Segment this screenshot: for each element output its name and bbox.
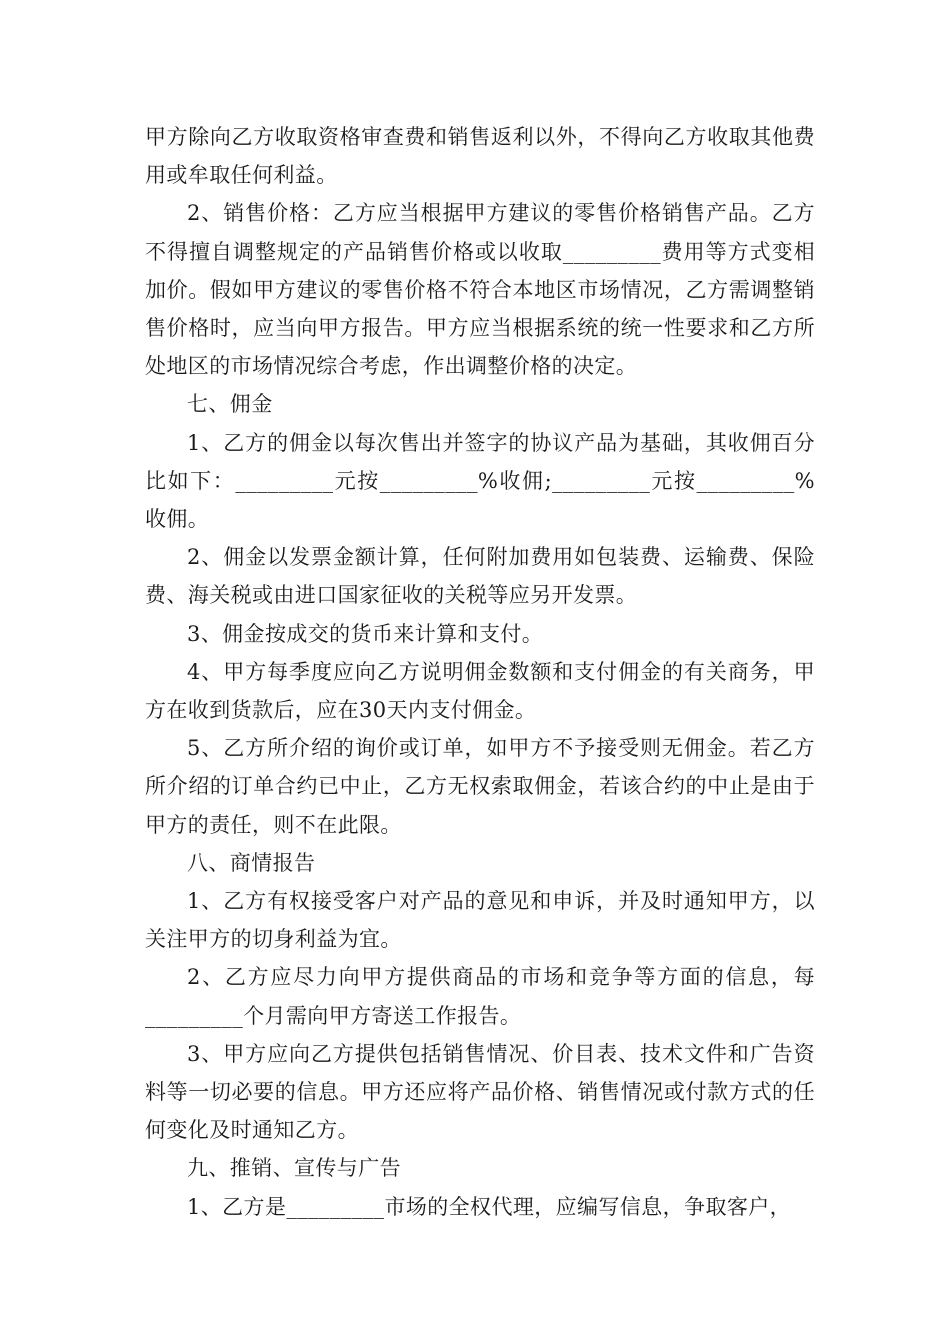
section-heading-market-report: 八、商情报告	[187, 850, 316, 875]
paragraph-commission-exceptions: 5、乙方所介绍的询价或订单，如甲方不予接受则无佣金。若乙方所介绍的订单合约已中止，乙方无权索取佣金，若该合约的中止是由于甲方的责任，则不在此限。	[145, 736, 815, 837]
section-heading-promotion: 九、推销、宣传与广告	[187, 1156, 401, 1181]
document-body	[145, 118, 815, 1226]
paragraph-work-report: 2、乙方应尽力向甲方提供商品的市场和竞争等方面的信息，每_________个月需向甲方寄送工作报告。	[145, 965, 815, 1028]
paragraph-information-supply: 3、甲方应向乙方提供包括销售情况、价目表、技术文件和广告资料等一切必要的信息。甲方还应将产品价格、销售情况或付款方式的任何变化及时通知乙方。	[145, 1041, 815, 1143]
paragraph-exclusive-agent: 1、乙方是_________市场的全权代理，应编写信息，争取客户，	[187, 1194, 792, 1219]
section-heading-commission: 七、佣金	[187, 392, 273, 417]
paragraph-customer-feedback: 1、乙方有权接受客户对产品的意见和申诉，并及时通知甲方，以关注甲方的切身利益为宜。	[145, 889, 815, 952]
paragraph-sales-price: 2、销售价格：乙方应当根据甲方建议的零售价格销售产品。乙方不得擅自调整规定的产品销售价格或以收取_________费用等方式变相加价。假如甲方建议的零售价格不符合本地区市场情况，乙方需调整销售价格时，应当向甲方报告。甲方应当根据系统的统一性要求和乙方所处地区的市场情况综合考虑，作出调整价格的决定。	[145, 201, 815, 379]
paragraph-commission-payment: 4、甲方每季度应向乙方说明佣金数额和支付佣金的有关商务，甲方在收到货款后，应在30天内支付佣金。	[145, 659, 815, 723]
paragraph-fees-continued: 甲方除向乙方收取资格审查费和销售返利以外，不得向乙方收取其他费用或牟取任何利益。	[145, 125, 815, 188]
paragraph-commission-rate: 1、乙方的佣金以每次售出并签字的协议产品为基础，其收佣百分比如下：_________元按_________%收佣;_________元按_________%收佣。	[145, 430, 815, 532]
paragraph-commission-currency: 3、佣金按成交的货币来计算和支付。	[187, 621, 544, 646]
paragraph-commission-invoice: 2、佣金以发票金额计算，任何附加费用如包装费、运输费、保险费、海关税或由进口国家征收的关税等应另开发票。	[145, 545, 815, 608]
